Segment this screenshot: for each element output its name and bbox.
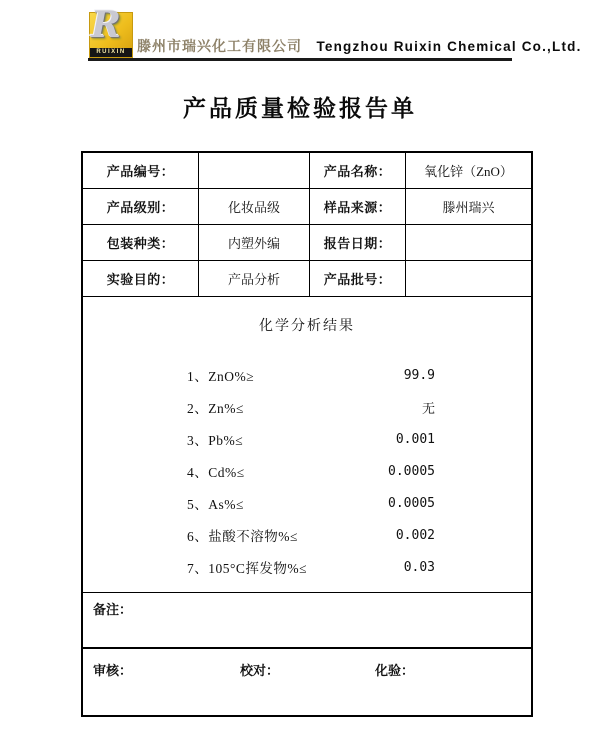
logo-brand-text: RUIXIN [90,48,132,57]
batch-number-value [406,261,531,296]
packaging-type-value: 内塑外编 [199,225,310,260]
analysis-item-name: 6、盐酸不溶物%≤ [187,529,298,544]
analysis-item-name: 1、ZnO%≥ [187,369,255,384]
analysis-item-name: 2、Zn%≤ [187,401,244,416]
test-purpose-label: 实验目的： [83,261,199,296]
product-name-label: 产品名称： [310,153,406,188]
table-row-packaging [83,225,531,261]
analysis-item-name: 3、Pb%≤ [187,433,244,448]
analysis-item-name: 7、105°C挥发物%≤ [187,561,308,576]
company-name-line [137,36,582,56]
company-name-chinese: 滕州市瑞兴化工有限公司 [137,40,302,55]
analysis-item-value: 0.0005 [388,495,435,511]
test-purpose-value: 产品分析 [199,261,310,296]
analysis-item-cd [187,455,435,487]
remarks-row [83,593,531,649]
product-grade-label: 产品级别： [83,189,199,224]
sample-source-value: 滕州瑞兴 [442,200,495,215]
analysis-item-pb [187,423,435,455]
signoff-row [83,649,531,718]
batch-number-label: 产品批号： [310,261,406,296]
analysis-item-name: 5、As%≤ [187,497,244,512]
report-date-label: 报告日期： [310,225,406,260]
analysis-items-list [187,359,435,583]
table-row-product-number [83,153,531,189]
header-divider-rule [88,58,512,61]
product-grade-value: 化妆品级 [199,189,310,224]
report-date-value [406,225,531,260]
table-row-product-grade [83,189,531,225]
analysis-item-zno [187,359,435,391]
product-number-label: 产品编号： [83,153,199,188]
document-title: 产品质量检验报告单 [183,95,417,121]
analysis-section [83,297,531,593]
analysis-section-title: 化学分析结果 [259,319,355,334]
analysis-item-zn [187,391,435,423]
analysis-item-hcl-insoluble [187,519,435,551]
report-table [81,151,533,717]
analysis-item-value: 0.002 [395,527,435,543]
table-row-test-purpose [83,261,531,297]
analysis-item-value: 无 [421,401,435,417]
company-name-english: Tengzhou Ruixin Chemical Co.,Ltd. [316,39,582,54]
analysis-item-value: 0.03 [403,559,435,575]
review-label: 审核： [93,663,133,678]
product-name-value: 氧化锌（ZnO） [424,164,513,179]
test-label: 化验： [375,663,415,678]
analysis-item-volatiles [187,551,435,583]
proofread-label: 校对： [240,663,280,678]
analysis-item-name: 4、Cd%≤ [187,465,245,480]
page-header [0,0,600,62]
analysis-item-as [187,487,435,519]
analysis-item-value: 99.9 [403,367,435,383]
packaging-type-label: 包装种类： [83,225,199,260]
analysis-item-value: 0.001 [395,431,435,447]
analysis-item-value: 0.0005 [388,463,435,479]
product-number-value [199,153,310,188]
logo-r-glyph: R [91,4,121,46]
sample-source-label: 样品来源： [310,189,406,224]
remarks-label: 备注： [93,602,133,617]
company-logo [90,4,132,57]
